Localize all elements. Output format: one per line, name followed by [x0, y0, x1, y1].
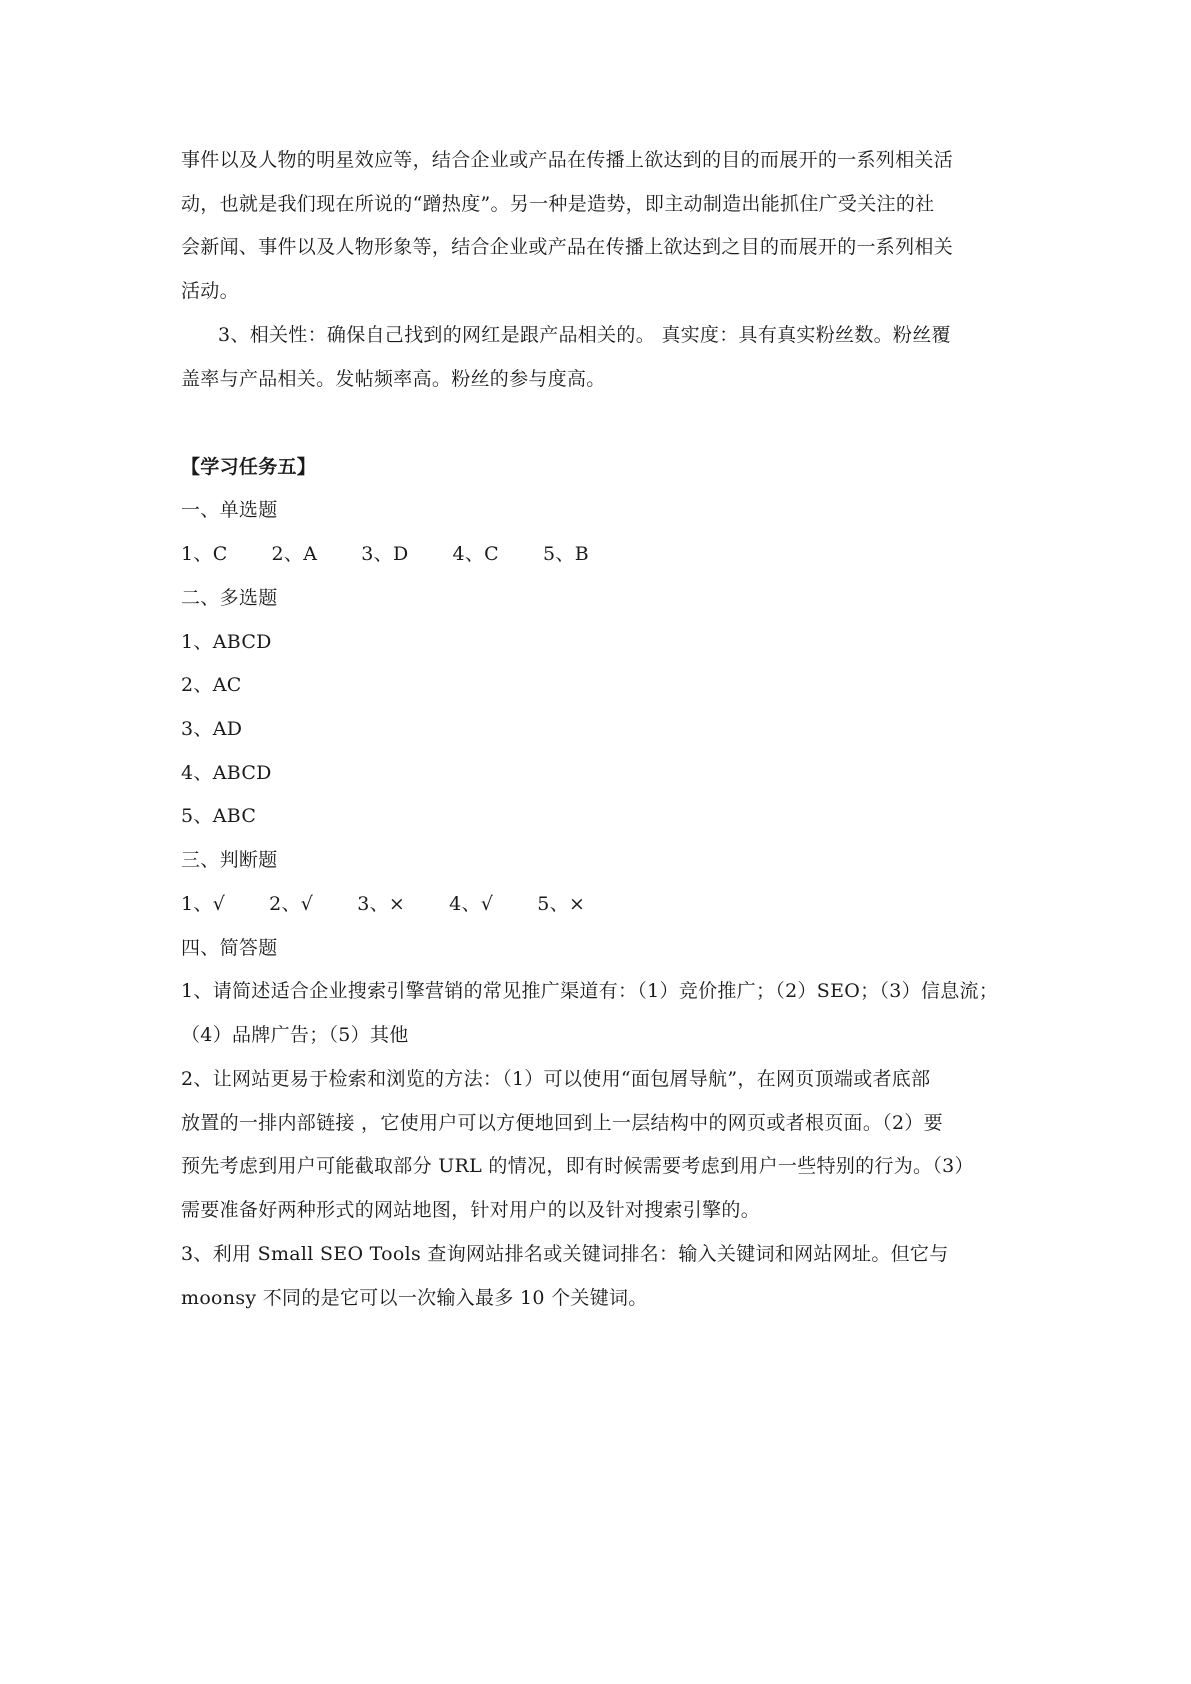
single-answer-2: 2、A [271, 543, 318, 565]
tf-answer-3: 3、× [357, 893, 406, 915]
multi-answer-4: 4、ABCD [181, 762, 272, 784]
tf-answer-2: 2、√ [269, 893, 314, 915]
tf-answer-4: 4、√ [449, 893, 494, 915]
intro-line-1: 事件以及人物的明星效应等，结合企业或产品在传播上欲达到的目的而展开的一系列相关活 [181, 149, 954, 171]
intro-line-2: 动，也就是我们现在所说的“蹭热度”。另一种是造势，即主动制造出能抓住广受关注的社 [181, 193, 935, 215]
short-answer-line-3: 2、让网站更易于检索和浏览的方法：（1）可以使用“面包屑导航”，在网页顶端或者底部 [181, 1068, 931, 1090]
short-answer-line-4: 放置的一排内部链接 ，它使用户可以方便地回到上一层结构中的网页或者根页面。（2）要 [181, 1112, 943, 1134]
single-answer-4: 4、C [452, 543, 500, 565]
intro-line-4: 活动。 [181, 280, 239, 302]
true-false-answers [181, 891, 1021, 917]
true-false-heading: 三、判断题 [181, 849, 278, 871]
single-answer-3: 3、D [361, 543, 409, 565]
single-answer-5: 5、B [543, 543, 589, 565]
multi-answer-1: 1、ABCD [181, 631, 272, 653]
short-answer-line-6: 需要准备好两种形式的网站地图，针对用户的以及针对搜索引擎的。 [181, 1199, 761, 1221]
multi-answer-2: 2、AC [181, 674, 242, 696]
task-title: 【学习任务五】 [181, 456, 317, 478]
short-answer-line-2: （4）品牌广告；（5）其他 [181, 1024, 409, 1046]
relevance-line-2: 盖率与产品相关。发帖频率高。粉丝的参与度高。 [181, 368, 606, 390]
single-answer-1: 1、C [181, 543, 228, 565]
short-answer-line-1: 1、请简述适合企业搜索引擎营销的常见推广渠道有：（1）竞价推广；（2）SEO；（3）信息流； [181, 980, 999, 1002]
short-answer-heading: 四、简答题 [181, 937, 278, 959]
multi-answer-5: 5、ABC [181, 805, 257, 827]
short-answer-line-8: moonsy 不同的是它可以一次输入最多 10 个关键词。 [181, 1287, 648, 1309]
relevance-line-1: 3、相关性：确保自己找到的网红是跟产品相关的。 真实度：具有真实粉丝数。粉丝覆 [218, 324, 951, 346]
single-choice-heading: 一、单选题 [181, 499, 278, 521]
intro-line-3: 会新闻、事件以及人物形象等，结合企业或产品在传播上欲达到之目的而展开的一系列相关 [181, 236, 954, 258]
multi-answer-3: 3、AD [181, 718, 243, 740]
tf-answer-5: 5、× [537, 893, 586, 915]
single-choice-answers [181, 541, 1021, 567]
tf-answer-1: 1、√ [181, 893, 226, 915]
multi-choice-heading: 二、多选题 [181, 587, 278, 609]
short-answer-line-7: 3、利用 Small SEO Tools 查询网站排名或关键词排名：输入关键词和网站网址。但它与 [181, 1243, 949, 1265]
short-answer-line-5: 预先考虑到用户可能截取部分 URL 的情况，即有时候需要考虑到用户一些特别的行为。（3） [181, 1155, 974, 1177]
